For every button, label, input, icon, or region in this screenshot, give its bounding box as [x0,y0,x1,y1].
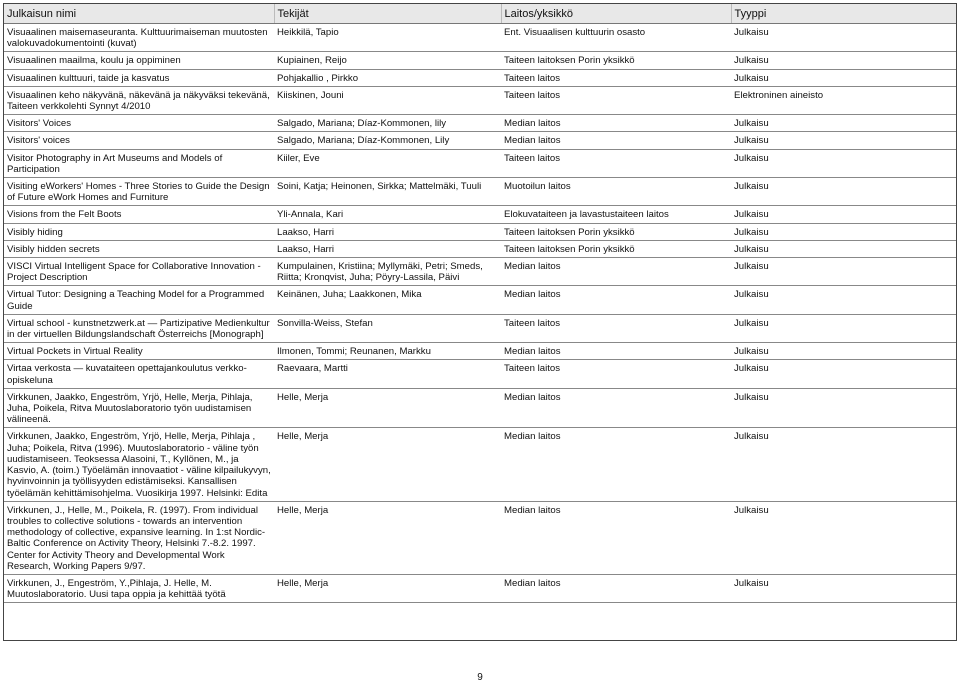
cell-publication-title: Visitors' Voices [4,115,274,132]
cell-department: Taiteen laitoksen Porin yksikkö [501,52,731,69]
cell-authors: Kiiskinen, Jouni [274,86,501,114]
table-row [4,258,956,286]
table-row [4,86,956,114]
cell-department: Median laitos [501,286,731,314]
cell-publication-title: Visions from the Felt Boots [4,206,274,223]
cell-publication-title: Visibly hidden secrets [4,240,274,257]
cell-publication-title: Visitors' voices [4,132,274,149]
cell-type: Elektroninen aineisto [731,86,956,114]
cell-department: Median laitos [501,501,731,574]
cell-department: Taiteen laitos [501,86,731,114]
page-number: 9 [477,672,483,683]
cell-type: Julkaisu [731,258,956,286]
cell-authors: Helle, Merja [274,388,501,428]
table-row [4,314,956,342]
cell-authors: Helle, Merja [274,574,501,602]
table-row [4,428,956,501]
table-row [4,52,956,69]
header-type: Tyyppi [731,4,956,24]
cell-department: Taiteen laitos [501,314,731,342]
table-row [4,24,956,52]
cell-department: Ent. Visuaalisen kulttuurin osasto [501,24,731,52]
cell-type: Julkaisu [731,115,956,132]
table-row [4,178,956,206]
cell-type: Julkaisu [731,24,956,52]
cell-authors: Kumpulainen, Kristiina; Myllymäki, Petri; Smeds, Riitta; Kronqvist, Juha; Pöyry-Lassila, Päivi [274,258,501,286]
cell-type: Julkaisu [731,149,956,177]
cell-publication-title: Virkkunen, J., Engeström, Y.,Pihlaja, J. Helle, M. Muutoslaboratorio. Uusi tapa oppia ja kehittää työtä [4,574,274,602]
cell-authors: Kiiler, Eve [274,149,501,177]
document-sheet [3,3,957,641]
header-publication-title: Julkaisun nimi [4,4,274,24]
table-row [4,69,956,86]
cell-publication-title: Visuaalinen keho näkyvänä, näkevänä ja näkyväksi tekevänä, Taiteen verkkolehti Synnyt 4/2010 [4,86,274,114]
cell-department: Median laitos [501,428,731,501]
cell-publication-title: Virkkunen, Jaakko, Engeström, Yrjö, Helle, Merja, Pihlaja, Juha, Poikela, Ritva Muutoslaboratorio työn uudistamisen välineenä. [4,388,274,428]
cell-type: Julkaisu [731,286,956,314]
cell-department: Taiteen laitoksen Porin yksikkö [501,223,731,240]
cell-publication-title: Virtual school - kunstnetzwerk.at — Partizipative Medienkultur in der virtuellen Bildungslandschaft Österreichs [Monograph] [4,314,274,342]
cell-authors: Salgado, Mariana; Díaz-Kommonen, lily [274,115,501,132]
cell-type: Julkaisu [731,388,956,428]
table-row [4,388,956,428]
table-row [4,223,956,240]
table-row [4,501,956,574]
cell-publication-title: Visuaalinen maisemaseuranta. Kulttuurimaiseman muutosten valokuvadokumentointi (kuvat) [4,24,274,52]
cell-department: Muotoilun laitos [501,178,731,206]
cell-department: Median laitos [501,132,731,149]
cell-authors: Helle, Merja [274,501,501,574]
table-row [4,286,956,314]
publications-table [4,4,956,603]
cell-publication-title: Virtual Pockets in Virtual Reality [4,343,274,360]
cell-authors: Laakso, Harri [274,223,501,240]
table-body [4,24,956,603]
cell-type: Julkaisu [731,206,956,223]
cell-publication-title: Visibly hiding [4,223,274,240]
cell-type: Julkaisu [731,428,956,501]
cell-authors: Laakso, Harri [274,240,501,257]
cell-type: Julkaisu [731,360,956,388]
cell-type: Julkaisu [731,343,956,360]
cell-publication-title: VISCI Virtual Intelligent Space for Collaborative Innovation - Project Description [4,258,274,286]
cell-publication-title: Visiting eWorkers' Homes - Three Stories to Guide the Design of Future eWork Homes and Furniture [4,178,274,206]
cell-authors: Raevaara, Martti [274,360,501,388]
cell-department: Median laitos [501,388,731,428]
cell-publication-title: Virtaa verkosta — kuvataiteen opettajankoulutus verkko-opiskeluna [4,360,274,388]
cell-authors: Heikkilä, Tapio [274,24,501,52]
cell-department: Median laitos [501,343,731,360]
cell-type: Julkaisu [731,52,956,69]
table-row [4,240,956,257]
cell-department: Median laitos [501,115,731,132]
cell-department: Taiteen laitos [501,69,731,86]
cell-authors: Keinänen, Juha; Laakkonen, Mika [274,286,501,314]
table-row [4,574,956,602]
cell-type: Julkaisu [731,240,956,257]
cell-publication-title: Virkkunen, J., Helle, M., Poikela, R. (1997). From individual troubles to collective solutions - towards an intervention methodology of collective, expansive learning. In 1:st Nordic-Baltic Conference on Activity Theory, Helsinki 7.-8.2. 1997. Center for Activity Theory and Developmental Work Research, Working Papers 9/97. [4,501,274,574]
cell-department: Median laitos [501,574,731,602]
cell-type: Julkaisu [731,314,956,342]
table-row [4,115,956,132]
cell-department: Taiteen laitoksen Porin yksikkö [501,240,731,257]
cell-type: Julkaisu [731,501,956,574]
table-row [4,343,956,360]
cell-publication-title: Visuaalinen kulttuuri, taide ja kasvatus [4,69,274,86]
cell-publication-title: Virtual Tutor: Designing a Teaching Model for a Programmed Guide [4,286,274,314]
header-department: Laitos/yksikkö [501,4,731,24]
cell-type: Julkaisu [731,574,956,602]
cell-authors: Salgado, Mariana; Díaz-Kommonen, Lily [274,132,501,149]
cell-authors: Helle, Merja [274,428,501,501]
cell-department: Taiteen laitos [501,149,731,177]
cell-type: Julkaisu [731,132,956,149]
table-row [4,206,956,223]
cell-publication-title: Visuaalinen maailma, koulu ja oppiminen [4,52,274,69]
cell-authors: Soini, Katja; Heinonen, Sirkka; Mattelmäki, Tuuli [274,178,501,206]
cell-type: Julkaisu [731,223,956,240]
cell-authors: Ilmonen, Tommi; Reunanen, Markku [274,343,501,360]
cell-department: Median laitos [501,258,731,286]
cell-publication-title: Visitor Photography in Art Museums and Models of Participation [4,149,274,177]
cell-department: Taiteen laitos [501,360,731,388]
cell-authors: Yli-Annala, Kari [274,206,501,223]
cell-authors: Kupiainen, Reijo [274,52,501,69]
cell-publication-title: Virkkunen, Jaakko, Engeström, Yrjö, Helle, Merja, Pihlaja , Juha; Poikela, Ritva (1996). Muutoslaboratorio - väline työn uudistamiseen. Teoksessa Alasoini, T., Kyllönen, M., ja Kasvio, A. (toim.) Työelämän innovaatiot - väline kilpailukyvyn, hyvinvoinnin ja työllisyyden edistämiseksi. Kansallisen työelämän kehittämisohjelma. Vuosikirja 1997. Helsinki: Edita [4,428,274,501]
cell-type: Julkaisu [731,69,956,86]
table-header-row [4,4,956,24]
table-row [4,132,956,149]
cell-type: Julkaisu [731,178,956,206]
table-row [4,149,956,177]
cell-department: Elokuvataiteen ja lavastustaiteen laitos [501,206,731,223]
cell-authors: Sonvilla-Weiss, Stefan [274,314,501,342]
cell-authors: Pohjakallio , Pirkko [274,69,501,86]
table-row [4,360,956,388]
header-authors: Tekijät [274,4,501,24]
